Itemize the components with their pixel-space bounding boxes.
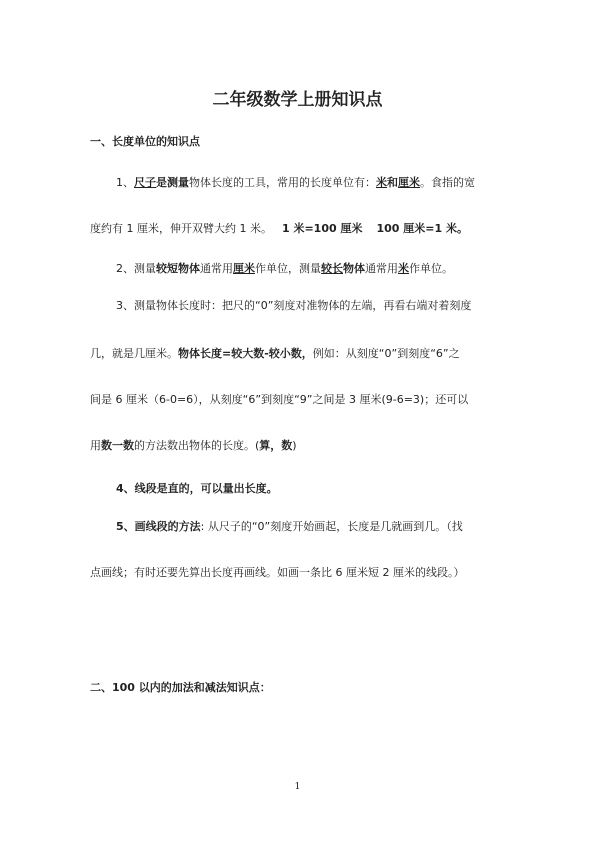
text-span: 物体长度的工具，常用的长度单位有： [189,176,376,189]
text-span: 几，就是几厘米。 [90,347,178,360]
paragraph-3-line-2 [90,345,460,361]
keyword-longer: 较长 [321,262,343,275]
text-span: 。食指的宽 [420,176,475,189]
keyword-draw-segment-method: 5、画线段的方法 [116,520,201,533]
keyword-shorter-object: 较短物体 [156,262,200,275]
equation-1: 1 米=100 厘米 [281,222,363,235]
text-span: 用 [90,439,101,452]
text-span: 1、 [116,176,134,189]
keyword-meter: 米 [376,176,387,189]
paragraph-5-line-1 [116,518,463,534]
paragraph-4: 4、线段是直的，可以量出长度。 [116,482,278,495]
text-span: 和 [387,176,398,189]
paragraph-1-line-1 [116,174,475,190]
paragraph-3-line-1: 3、测量物体长度时：把尺的“0”刻度对准物体的左端，再看右端对着刻度 [116,299,472,312]
document-title: 二年级数学上册知识点 [212,90,383,110]
formula-object-length: 物体长度=较大数-较小数， [178,347,313,360]
keyword-count: 数一数 [101,439,134,452]
text-span: ) [292,439,297,452]
paragraph-3-line-3: 间是 6 厘米（6-0=6），从刻度“6”到刻度“9”之间是 3 厘米(9-6=3)；还可以 [90,393,469,406]
text-span: 2、测量 [116,262,156,275]
section-heading-part-bold: 知识点 [167,135,200,148]
paragraph-5-line-2: 点画线；有时还要先算出长度再画线。如画一条比 6 厘米短 2 厘米的线段。） [90,566,465,579]
keyword-meter: 米 [398,262,409,275]
section-heading-addition-subtraction: 二、100 以内的加法和减法知识点： [90,681,271,694]
text-span: : 从尺子的“0”刻度开始画起，长度是几就画到几。（找 [200,520,463,533]
section-heading-part: 一、长度单位的 [90,135,167,148]
keyword-measure: 测量 [167,176,189,189]
keyword-calc-count: 算，数 [259,439,293,452]
keyword-object: 物体 [343,262,365,275]
text-span: 作单位。 [409,262,453,275]
keyword-centimeter: 厘米 [233,262,255,275]
text-span: 通常用 [365,262,398,275]
section-heading-length-units [90,133,200,149]
text-span: 是 [156,176,167,189]
paragraph-1-line-2 [90,220,468,236]
text-span: 例如：从刻度“0”到刻度“6”之 [312,347,460,360]
text-span: 作单位，测量 [255,262,321,275]
text-span: 度约有 1 厘米，伸开双臂大约 1 米。 [90,222,272,235]
text-span: 的方法数出物体的长度。( [134,439,260,452]
text-span: 通常用 [200,262,233,275]
paragraph-3-line-4 [90,437,297,453]
paragraph-2 [116,260,453,276]
keyword-ruler: 尺子 [134,176,156,189]
keyword-centimeter: 厘米 [398,176,420,189]
equation-2: 100 厘米=1 米。 [376,222,468,235]
page-number: 1 [294,782,301,792]
